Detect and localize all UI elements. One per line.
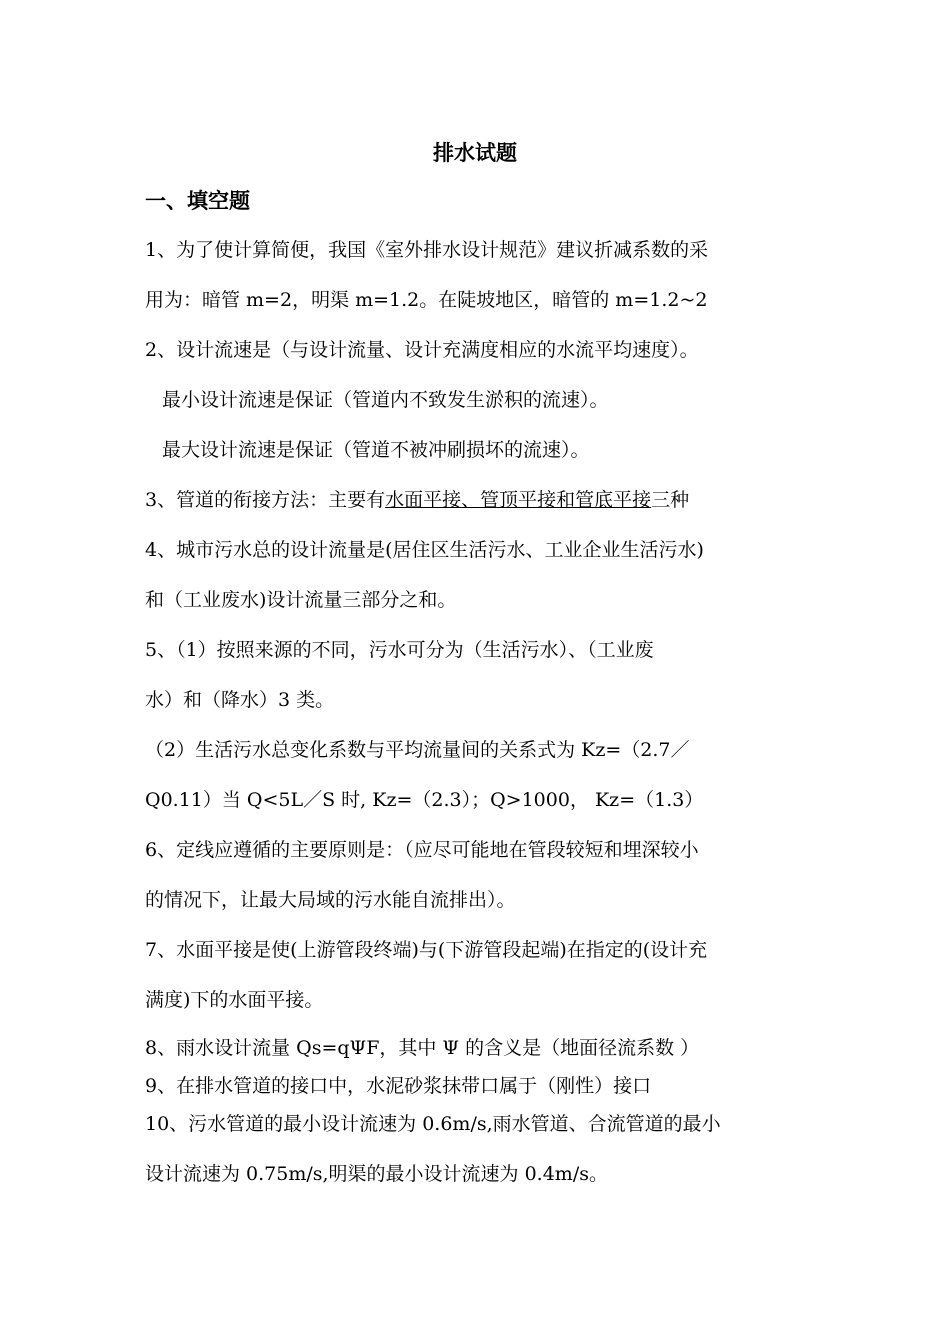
question-7-line-1: 7、水面平接是使(上游管段终端)与(下游管段起端)在指定的(设计充 bbox=[145, 939, 708, 961]
page-title: 排水试题 bbox=[433, 141, 517, 165]
question-2-line-2: 最小设计流速是保证（管道内不致发生淤积的流速）。 bbox=[162, 389, 609, 411]
question-9-line: 9、在排水管道的接口中，水泥砂浆抹带口属于（刚性）接口 bbox=[145, 1075, 652, 1097]
question-2-line-1: 2、设计流速是（与设计流量、设计充满度相应的水流平均速度）。 bbox=[145, 339, 699, 361]
question-7-line-2: 满度)下的水面平接。 bbox=[145, 989, 324, 1011]
question-10-line-1: 10、污水管道的最小设计流速为 0.6m/s,雨水管道、合流管道的最小 bbox=[145, 1113, 721, 1135]
question-6-line-1: 6、定线应遵循的主要原则是：（应尽可能地在管段较短和埋深较小 bbox=[145, 839, 699, 861]
question-5-line-2: 水）和（降水）3 类。 bbox=[145, 689, 335, 711]
question-1-line-1: 1、为了使计算简便，我国《室外排水设计规范》建议折减系数的采 bbox=[145, 239, 709, 261]
question-5-line-1: 5、（1）按照来源的不同，污水可分为（生活污水）、（工业废 bbox=[145, 639, 654, 661]
question-3-answer: 水面平接、管顶平接和管底平接 bbox=[385, 489, 652, 511]
question-3-suffix: 三种 bbox=[651, 489, 690, 511]
section-heading: 一、填空题 bbox=[145, 189, 250, 213]
question-3-prefix: 3、管道的衔接方法：主要有 bbox=[145, 489, 386, 511]
question-8-line: 8、雨水设计流量 Qs=qΨF，其中 Ψ 的含义是（地面径流系数 ） bbox=[145, 1037, 700, 1059]
question-1-line-2: 用为：暗管 m=2，明渠 m=1.2。在陡坡地区，暗管的 m=1.2~2 bbox=[145, 289, 708, 311]
question-4-line-1: 4、城市污水总的设计流量是(居住区生活污水、工业企业生活污水) bbox=[145, 539, 704, 561]
question-6-line-2: 的情况下，让最大局域的污水能自流排出）。 bbox=[145, 889, 516, 911]
question-3-line bbox=[145, 488, 689, 512]
question-5-line-4: Q0.11）当 Q<5L／S 时, Kz=（2.3）；Q>1000， Kz=（1.3） bbox=[145, 789, 704, 811]
question-10-line-2: 设计流速为 0.75m/s,明渠的最小设计流速为 0.4m/s。 bbox=[145, 1163, 608, 1185]
question-5-line-3: （2）生活污水总变化系数与平均流量间的关系式为 Kz=（2.7／ bbox=[145, 739, 690, 761]
question-2-line-3: 最大设计流速是保证（管道不被冲刷损坏的流速）。 bbox=[162, 439, 590, 461]
question-4-line-2: 和（工业废水)设计流量三部分之和。 bbox=[145, 589, 457, 611]
